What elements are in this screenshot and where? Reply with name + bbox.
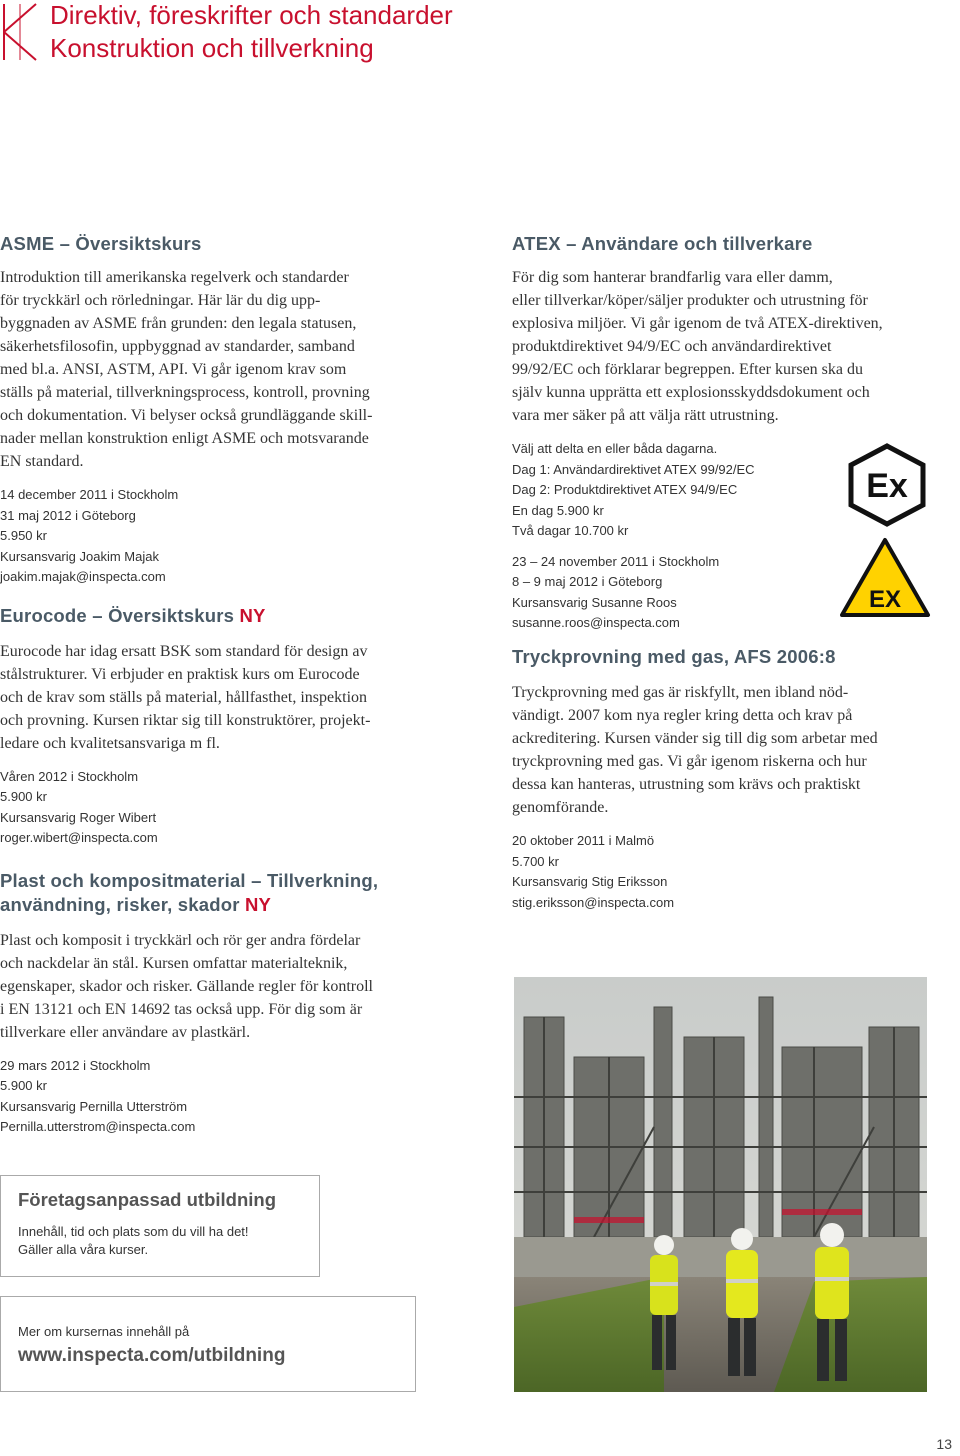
atex-body-line: eller tillverkar/köper/säljer produkter och utrustning för xyxy=(512,292,868,309)
new-badge: NY xyxy=(239,604,266,626)
tryck-info xyxy=(512,831,932,913)
tryck-info-line: stig.eriksson@inspecta.com xyxy=(512,894,675,910)
plast-body-line: Plast och komposit i tryckkärl och rör ger andra fördelar xyxy=(0,931,361,949)
atex-heading: ATEX – Användare och tillverkare xyxy=(512,233,813,254)
eurocode-body-line: och provning. Kursen riktar sig till konstruktörer, projekt- xyxy=(0,711,371,729)
asme-body-line: med bl.a. ANSI, ASTM, API. Vi går igenom krav som xyxy=(0,361,347,378)
eurocode-body xyxy=(0,640,430,755)
plast-body-line: egenskaper, skador och risker. Gällande regler för kontroll xyxy=(0,977,373,995)
plast-body-line: tillverkare eller användare av plastkärl. xyxy=(0,1023,251,1041)
atex-body xyxy=(512,266,932,427)
tryck-info-line: 5.700 kr xyxy=(512,853,559,869)
asme-body-line: nader mellan konstruktion enligt ASME och motsvarande xyxy=(0,430,369,447)
ex-warning-sign-icon xyxy=(839,537,931,619)
tryck-body-line: vändigt. 2007 kom nya regler kring detta och krav på xyxy=(512,707,853,724)
page-number: 13 xyxy=(936,1436,952,1452)
more-info-box xyxy=(0,1296,416,1392)
plast-body xyxy=(0,929,430,1044)
plast-heading xyxy=(0,869,430,917)
brand-mark-icon xyxy=(0,0,40,64)
asme-body-line: säkerhetsfilosofin, uppbyggnad av standarder, samband xyxy=(0,338,355,355)
asme-body-line: byggnaden av ASME från grunden: den legala statusen, xyxy=(0,315,357,332)
atex-info-dates-line: 23 – 24 november 2011 i Stockholm xyxy=(512,553,720,569)
asme-body-line: och dokumentation. Vi belyser också grundläggande skill- xyxy=(0,407,373,424)
ex-hexagon-logo-icon xyxy=(845,443,929,527)
page-title: Direktiv, föreskrifter och standarder xyxy=(50,0,453,30)
atex-body-line: För dig som hanterar brandfarlig vara eller damm, xyxy=(512,269,833,286)
plast-body-line: och nackdelar än stål. Kursen omfattar materialteknik, xyxy=(0,954,348,972)
eurocode-info-line: roger.wibert@inspecta.com xyxy=(0,830,158,845)
tryck-body-line: dessa kan hanteras, utrustning som krävs och praktiskt xyxy=(512,776,861,793)
new-badge: NY xyxy=(244,893,272,915)
ex-sign-text: EX xyxy=(868,586,902,613)
atex-info-dates-line: Kursansvarig Susanne Roos xyxy=(512,594,677,610)
atex-info-dates-line: 8 – 9 maj 2012 i Göteborg xyxy=(512,574,663,589)
atex-body-line: explosiva miljöer. Vi går igenom de två ATEX-direktiven, xyxy=(512,315,883,332)
company-training-title: Företagsanpassad utbildning xyxy=(18,1189,276,1210)
plast-info-line: Pernilla.utterstrom@inspecta.com xyxy=(0,1119,196,1134)
asme-info-line: 31 maj 2012 i Göteborg xyxy=(0,507,136,523)
plast-info xyxy=(0,1056,430,1138)
tryck-info-line: Kursansvarig Stig Eriksson xyxy=(512,874,668,889)
atex-info-days-line: En dag 5.900 kr xyxy=(512,502,604,518)
asme-body-line: för tryckkärl och rörledningar. Här lär du dig upp- xyxy=(0,292,321,309)
plast-info-line: 5.900 kr xyxy=(0,1078,47,1093)
asme-body-line: Introduktion till amerikanska regelverk och standarder xyxy=(0,269,349,286)
company-training-box xyxy=(0,1175,320,1277)
eurocode-info-line: 5.900 kr xyxy=(0,789,47,804)
company-training-line1: Innehåll, tid och plats som du vill ha det! xyxy=(18,1224,249,1239)
atex-info-days-line: Dag 2: Produktdirektivet ATEX 94/9/EC xyxy=(512,482,738,497)
tryck-body-line: tryckprovning med gas. Vi går igenom riskerna och hur xyxy=(512,753,867,770)
atex-body-line: produktdirektivet 94/9/EC och användardirektivet xyxy=(512,338,832,355)
website-link[interactable]: www.inspecta.com/utbildning xyxy=(18,1345,286,1366)
industrial-site-photo xyxy=(514,977,927,1392)
plast-info-line: 29 mars 2012 i Stockholm xyxy=(0,1057,151,1073)
more-info-text: Mer om kursernas innehåll på xyxy=(18,1324,190,1339)
eurocode-info-line: Kursansvarig Roger Wibert xyxy=(0,809,157,825)
plast-info-line: Kursansvarig Pernilla Utterström xyxy=(0,1098,188,1114)
right-column xyxy=(512,228,932,913)
asme-info xyxy=(0,485,430,588)
plast-heading-line2: användning, risker, skador xyxy=(0,893,240,915)
asme-info-line: 14 december 2011 i Stockholm xyxy=(0,487,179,502)
eurocode-body-line: Eurocode har idag ersatt BSK som standard för design av xyxy=(0,642,368,660)
plast-heading-line1: Plast och kompositmaterial – Tillverkning, xyxy=(0,869,379,891)
tryck-body-line: ackreditering. Kursen vänder sig till dig som arbetar med xyxy=(512,730,878,747)
page-subtitle: Konstruktion och tillverkning xyxy=(50,33,374,63)
asme-body-line: EN standard. xyxy=(0,453,84,470)
ex-logo-text: Ex xyxy=(866,467,908,505)
asme-info-line: joakim.majak@inspecta.com xyxy=(0,569,166,584)
eurocode-heading-text: Eurocode – Översiktskurs xyxy=(0,604,235,626)
tryck-body-line: Tryckprovning med gas är riskfyllt, men ibland nöd- xyxy=(512,684,849,701)
eurocode-body-line: ledare och kvalitetsansvariga m fl. xyxy=(0,734,220,752)
atex-info-days-line: Två dagar 10.700 kr xyxy=(512,523,629,538)
atex-body-line: själv kunna upprätta ett explosionsskyddsdokument och xyxy=(512,384,870,401)
left-column xyxy=(0,228,430,1138)
eurocode-heading xyxy=(0,604,430,628)
atex-info-days-line: Välj att delta en eller båda dagarna. xyxy=(512,441,718,456)
eurocode-info xyxy=(0,767,430,849)
atex-body-line: vara mer säker på att välja rätt utrustning. xyxy=(512,407,779,424)
atex-info-dates-line: susanne.roos@inspecta.com xyxy=(512,615,680,630)
tryck-body-line: genomförande. xyxy=(512,799,609,816)
tryck-heading: Tryckprovning med gas, AFS 2006:8 xyxy=(512,646,836,667)
tryck-body xyxy=(512,681,932,819)
asme-info-line: 5.950 kr xyxy=(0,528,47,543)
asme-info-line: Kursansvarig Joakim Majak xyxy=(0,548,159,564)
eurocode-info-line: Våren 2012 i Stockholm xyxy=(0,768,139,784)
asme-heading: ASME – Översiktskurs xyxy=(0,233,202,254)
atex-info-days-line: Dag 1: Användardirektivet ATEX 99/92/EC xyxy=(512,461,755,477)
company-training-line2: Gäller alla våra kurser. xyxy=(18,1242,149,1257)
asme-body-line: ställs på material, tillverkningsprocess, kontroll, provning xyxy=(0,384,370,401)
asme-body xyxy=(0,266,430,473)
atex-body-line: 99/92/EC och förklarar begreppen. Efter kursen ska du xyxy=(512,361,863,378)
eurocode-body-line: och de krav som ställs på material, hållfasthet, inspektion xyxy=(0,688,368,706)
tryck-info-line: 20 oktober 2011 i Malmö xyxy=(512,833,655,848)
eurocode-body-line: stålstrukturer. Vi erbjuder en praktisk kurs om Eurocode xyxy=(0,665,360,683)
plast-body-line: i EN 13121 och EN 14692 tas också upp. För dig som är xyxy=(0,1000,363,1018)
